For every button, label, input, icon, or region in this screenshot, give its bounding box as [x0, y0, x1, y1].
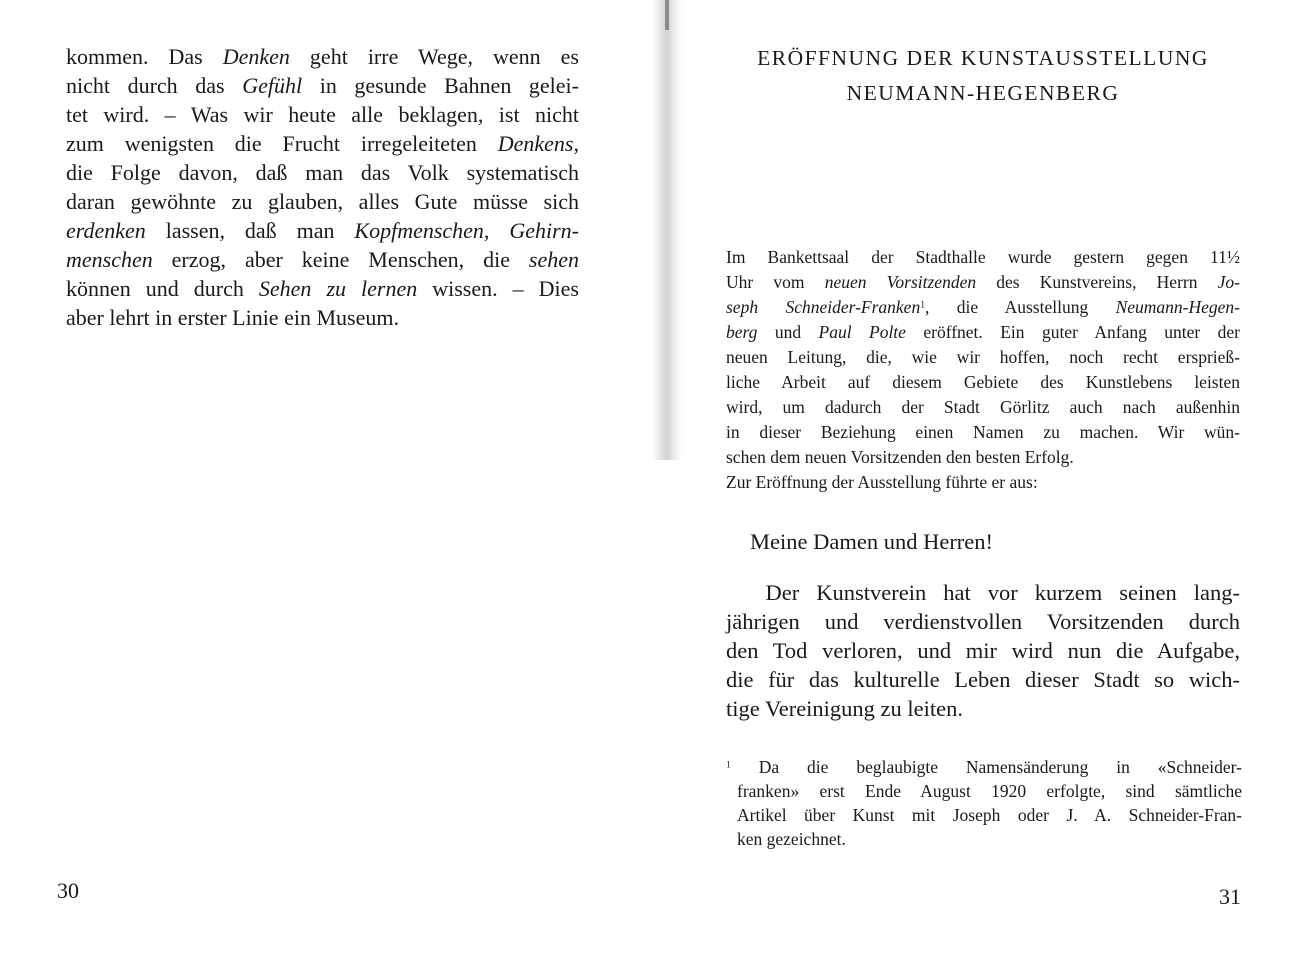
italic-text: Jo- [1217, 272, 1241, 292]
italic-text: sehen [528, 247, 579, 272]
italic-text: Sehen zu lernen [258, 276, 418, 301]
text-line: jährigen und verdienstvollen Vorsitzenden durch [726, 609, 1240, 634]
text-line: können und durch Sehen zu lernen wissen. – Dies [66, 276, 579, 301]
text-line: kommen. Das Denken geht irre Wege, wenn es [66, 44, 579, 69]
article-heading-line-2: NEUMANN-HEGENBERG [846, 81, 1120, 105]
text-line: tige Vereinigung zu leiten. [726, 696, 964, 721]
text-line: den Tod verloren, und mir wird nun die Aufgabe, [726, 638, 1240, 663]
italic-text: seph Schneider-Franken [726, 297, 921, 317]
text-line: Der Kunstverein hat vor kurzem seinen lang- [726, 580, 1240, 605]
footnote-marker: 1 [726, 759, 731, 771]
text-line: franken» erst Ende August 1920 erfolgte, sind sämtliche [737, 781, 1242, 801]
italic-text: erdenken [66, 218, 146, 243]
text-line: erdenken lassen, daß man Kopfmenschen, Gehirn- [66, 218, 580, 243]
page-number-left: 30 [57, 878, 79, 903]
text-line: nicht durch das Gefühl in gesunde Bahnen gelei- [66, 73, 579, 98]
text-line: zum wenigsten die Frucht irregeleiteten Denkens, [66, 131, 579, 156]
italic-text: Denken [222, 44, 290, 69]
text-line: neuen Leitung, die, wie wir hoffen, noch recht ersprieß- [726, 347, 1240, 367]
text-line: ken gezeichnet. [737, 829, 846, 849]
book-gutter-shadow [652, 0, 682, 460]
italic-text: Denkens, [497, 131, 579, 156]
text-line: $^1$ Da die beglaubigte Namensänderung in «Schneider- [726, 757, 1242, 777]
text-line: wird, um dadurch der Stadt Görlitz auch nach außenhin [726, 397, 1240, 417]
text-line: Zur Eröffnung der Ausstellung führte er aus: [726, 472, 1038, 492]
speech-salutation: Meine Damen und Herren! [750, 529, 994, 554]
text-line: in dieser Beziehung einen Namen zu machen. Wir wün- [726, 422, 1240, 442]
text-line: daran gewöhnte zu glauben, alles Gute müsse sich [66, 189, 579, 214]
text-line: Artikel über Kunst mit Joseph oder J. A. Schneider-Fran- [737, 805, 1242, 825]
article-heading-line-1: ERÖFFNUNG DER KUNSTAUSSTELLUNG [757, 46, 1209, 70]
italic-text: Neumann-Hegen- [1115, 297, 1240, 317]
text-line: die Folge davon, daß man das Volk systematisch [66, 160, 579, 185]
footnote-marker: 1 [920, 299, 926, 311]
page-number-right: 31 [1219, 884, 1241, 909]
text-line: tet wird. – Was wir heute alle beklagen, ist nicht [66, 102, 579, 127]
italic-text: Kopfmenschen, Gehirn- [354, 218, 580, 243]
text-line: aber lehrt in erster Linie ein Museum. [66, 305, 399, 330]
text-line: liche Arbeit auf diesem Gebiete des Kunstlebens leisten [726, 372, 1240, 392]
text-line: die für das kulturelle Leben dieser Stadt so wich- [726, 667, 1240, 692]
italic-text: berg [726, 322, 758, 342]
text-line: berg und Paul Polte eröffnet. Ein guter Anfang unter der [726, 322, 1240, 342]
italic-text: neuen Vorsitzenden [824, 272, 977, 292]
text-line: Im Bankettsaal der Stadthalle wurde gestern gegen 11½ [726, 247, 1240, 267]
text-line: seph Schneider-Franken$^1$, die Ausstellung Neumann-Hegen- [726, 297, 1240, 317]
italic-text: Gefühl [242, 73, 303, 98]
book-gutter-mark [665, 0, 669, 30]
text-line: Uhr vom neuen Vorsitzenden des Kunstvereins, Herrn Jo- [726, 272, 1241, 292]
text-line: schen dem neuen Vorsitzenden den besten Erfolg. [726, 447, 1074, 467]
italic-text: menschen [66, 247, 153, 272]
italic-text: Paul Polte [818, 322, 906, 342]
text-line: menschen erzog, aber keine Menschen, die sehen [66, 247, 579, 272]
